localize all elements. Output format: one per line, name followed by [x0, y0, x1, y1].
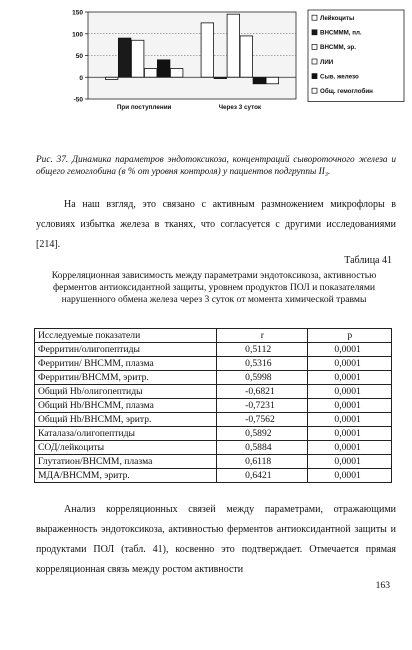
row-label: Ферритин/ВНСММ, эритр.	[35, 371, 217, 385]
bar	[144, 69, 157, 78]
bar-chart	[28, 4, 410, 116]
r-value: 0,5112	[217, 343, 308, 357]
bar	[253, 77, 266, 84]
bar	[118, 38, 131, 77]
header-r: r	[217, 329, 308, 343]
legend-swatch	[312, 88, 317, 93]
table-row	[35, 343, 392, 357]
y-tick-label: 50	[75, 53, 83, 60]
table-row	[35, 357, 392, 371]
legend-swatch	[312, 59, 317, 64]
table-row	[35, 469, 392, 483]
row-label: Общий Hb/олигопептиды	[35, 385, 217, 399]
legend-swatch	[312, 15, 317, 20]
x-category-label: При поступлении	[116, 104, 172, 111]
r-value: 0,6118	[217, 455, 308, 469]
bar	[227, 14, 240, 77]
row-label: Ферритин/олигопептиды	[35, 343, 217, 357]
r-value: -0,7231	[217, 399, 308, 413]
table-row	[35, 413, 392, 427]
row-label: Общий Hb/ВНСММ, эритр.	[35, 413, 217, 427]
header-indicators: Исследуемые показатели	[35, 329, 217, 343]
bar	[201, 23, 214, 77]
table-row	[35, 399, 392, 413]
y-tick-label: 100	[72, 31, 83, 39]
table-row	[35, 455, 392, 469]
table-row	[35, 385, 392, 399]
legend-label: ЛИИ	[320, 58, 334, 66]
y-tick-label: 0	[79, 74, 83, 82]
row-label: Каталаза/олигопептиды	[35, 427, 217, 441]
header-p: p	[308, 329, 392, 343]
legend-swatch	[312, 74, 317, 79]
legend-label: Лейкоциты	[320, 15, 355, 22]
bar	[157, 60, 170, 77]
table-row	[35, 441, 392, 455]
paragraph: Анализ корреляционных связей между параметрами, отражающими выраженность эндотоксикоза, активностью ферментов антиоксидантной защиты и продуктами ПОЛ (табл. 41), косвенно это подтверждает. Отмечается прямая корреляционная связь между ростом активности	[36, 504, 396, 575]
row-label: СОД/лейкоциты	[35, 441, 217, 455]
table-title: Корреляционная зависимость между параметрами эндотоксикоза, активностью ферментов антиоксидантной защиты, уровнем продуктов ПОЛ и показателями нарушенного обмена железа через 3 суток от момента химической травмы	[51, 270, 377, 305]
legend-swatch	[312, 30, 317, 35]
paragraph: На наш взгляд, это связано с активным размножением микрофлоры в условиях избытка железа в тканях, что согласуется с другими исследованиями [214].	[36, 199, 396, 250]
r-value: 0,6421	[217, 469, 308, 483]
p-value: 0,0001	[308, 427, 392, 441]
legend-label: ВНСММ, эр.	[320, 44, 356, 52]
r-value: -0,7562	[217, 413, 308, 427]
p-value: 0,0001	[308, 455, 392, 469]
p-value: 0,0001	[308, 385, 392, 399]
r-value: 0,5892	[217, 427, 308, 441]
p-value: 0,0001	[308, 469, 392, 483]
x-category-label: Через 3 суток	[218, 104, 262, 111]
row-label: Общий Hb/ВНСММ, плазма	[35, 399, 217, 413]
page-number: 163	[375, 580, 390, 591]
table-row	[35, 427, 392, 441]
legend-label: Сыв. железо	[320, 73, 359, 81]
bar	[131, 40, 144, 77]
p-value: 0,0001	[308, 357, 392, 371]
p-value: 0,0001	[308, 371, 392, 385]
bar	[266, 77, 279, 84]
y-tick-label: 150	[72, 9, 83, 17]
p-value: 0,0001	[308, 413, 392, 427]
row-label: Глутатион/ВНСММ, плазма	[35, 455, 217, 469]
figure-caption: Рис. 37. Динамика параметров эндотоксикоза, концентраций сывороточного железа и общего гемоглобина (в % от уровня контроля) у пациентов подгруппы II₃.	[36, 155, 396, 177]
row-label: МДА/ВНСММ, эритр.	[35, 469, 217, 483]
bar	[170, 69, 183, 78]
table-number: Таблица 41	[344, 255, 392, 266]
legend-swatch	[312, 44, 317, 49]
legend-label: ВНСМММ, пл.	[320, 29, 362, 37]
r-value: -0,6821	[217, 385, 308, 399]
p-value: 0,0001	[308, 343, 392, 357]
legend-label: Общ. гемоглобин	[320, 88, 373, 95]
y-tick-label: -50	[73, 96, 83, 104]
row-label: Ферритин/ ВНСММ, плазма	[35, 357, 217, 371]
p-value: 0,0001	[308, 399, 392, 413]
r-value: 0,5316	[217, 357, 308, 371]
table-row	[35, 371, 392, 385]
bar	[240, 36, 253, 77]
correlation-table	[34, 328, 392, 483]
r-value: 0,5998	[217, 371, 308, 385]
table-header-row	[35, 329, 392, 343]
r-value: 0,5884	[217, 441, 308, 455]
p-value: 0,0001	[308, 441, 392, 455]
